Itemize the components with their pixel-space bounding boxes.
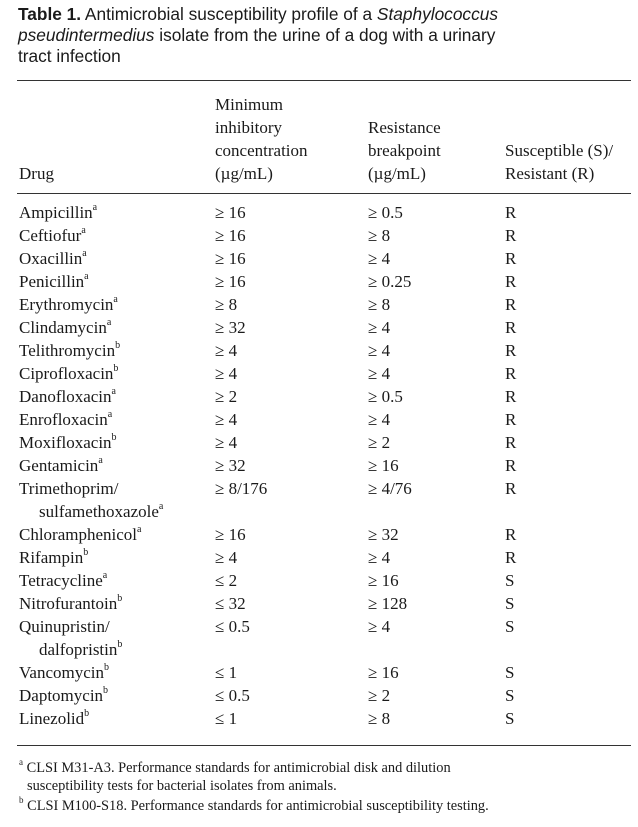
footnote-a-text: CLSI M31-A3. Performance standards for antimicrobial disk and dilution: [23, 760, 451, 776]
breakpoint-value: ≥ 128: [368, 594, 408, 613]
header-drug: Drug: [19, 164, 54, 183]
susceptibility-value: R: [505, 203, 517, 222]
header-rule: [17, 193, 631, 194]
drug-name-text: Ampicillin: [19, 203, 93, 222]
table-row: [0, 270, 638, 293]
susceptibility-value: R: [505, 295, 517, 314]
table-label: Table 1.: [18, 4, 82, 24]
susceptibility-value: S: [505, 709, 515, 728]
susceptibility-value: R: [505, 226, 517, 245]
footnote-marker: a: [113, 294, 118, 306]
drug-name-text: Penicillin: [19, 272, 85, 291]
susceptibility-value: R: [505, 456, 517, 475]
drug-name: [19, 546, 88, 569]
drug-name-text: Tetracycline: [19, 571, 103, 590]
table-row: [0, 707, 638, 730]
footnote-marker: a: [82, 248, 87, 260]
susceptibility-value: R: [505, 364, 517, 383]
drug-name: [19, 385, 116, 408]
footnote-a-mark: a: [19, 757, 23, 768]
footnote-marker: a: [137, 524, 142, 536]
susceptibility-value: R: [505, 341, 517, 360]
mic-value: ≥ 4: [215, 341, 238, 360]
header-mic: Minimum inhibitory concentration (µg/mL): [215, 95, 308, 183]
table-row: [0, 362, 638, 385]
caption-text-2: isolate from the urine of a dog with a urinary: [154, 24, 496, 45]
table-row: [0, 569, 638, 592]
drug-name: [19, 408, 112, 431]
breakpoint-value: ≥ 0.5: [368, 387, 403, 406]
top-rule: [17, 80, 631, 81]
table-row: [0, 523, 638, 546]
susceptibility-value: S: [505, 571, 515, 590]
table-row: [0, 615, 638, 659]
footnote-a-text-cont: susceptibility tests for bacterial isolates from animals.: [27, 778, 337, 794]
susceptibility-value: R: [505, 249, 517, 268]
footnote-marker: b: [113, 363, 119, 375]
footnote-marker: a: [81, 225, 86, 237]
mic-value: ≤ 1: [215, 709, 238, 728]
footnote-b-text: CLSI M100-S18. Performance standards for antimicrobial susceptibility testing.: [23, 798, 489, 814]
footnote-marker: b: [103, 662, 109, 674]
table-row: [0, 661, 638, 684]
footnote-marker: a: [106, 317, 112, 329]
table-caption: [18, 4, 628, 66]
mic-value: ≥ 16: [215, 203, 246, 222]
mic-value: ≥ 16: [215, 525, 246, 544]
drug-name-text: Oxacillin: [19, 249, 83, 268]
drug-name-text: Ciprofloxacin: [19, 364, 114, 383]
table-row: [0, 477, 638, 521]
drug-name-text: Quinupristin/: [19, 617, 110, 636]
mic-value: ≥ 4: [215, 433, 238, 452]
drug-name: [19, 316, 111, 339]
footnote-marker: a: [158, 501, 164, 513]
caption-organism-species: pseudintermedius: [18, 24, 155, 45]
drug-name-text: Nitrofurantoin: [19, 594, 118, 613]
footnote-marker: b: [83, 547, 89, 559]
table-row: [0, 385, 638, 408]
mic-value: ≥ 4: [215, 364, 238, 383]
footnote-marker: a: [102, 570, 108, 582]
caption-text-1: Antimicrobial susceptibility profile of a: [81, 4, 377, 24]
breakpoint-value: ≥ 4: [368, 548, 391, 567]
drug-name-text: Linezolid: [19, 709, 85, 728]
mic-value: ≥ 16: [215, 272, 246, 291]
footnote-marker: a: [84, 271, 89, 283]
susceptibility-value: R: [505, 410, 517, 429]
susceptibility-value: S: [505, 663, 515, 682]
table-row: [0, 431, 638, 454]
drug-name-text: Vancomycin: [19, 663, 104, 682]
drug-name: [19, 684, 108, 707]
mic-value: ≥ 8: [215, 295, 238, 314]
drug-name: [19, 270, 89, 293]
drug-name-text: Erythromycin: [19, 295, 114, 314]
table-row: [0, 293, 638, 316]
drug-name-text: Ceftiofur: [19, 226, 82, 245]
table-row: [0, 408, 638, 431]
drug-name: [19, 569, 107, 592]
susceptibility-value: R: [505, 479, 517, 498]
susceptibility-value: R: [505, 433, 517, 452]
header-susceptible: Susceptible (S)/ Resistant (R): [505, 141, 614, 183]
footnote-b: [19, 797, 489, 815]
table-row: [0, 247, 638, 270]
footnote-marker: a: [92, 202, 98, 214]
drug-name: [19, 477, 119, 500]
drug-name-continuation: [39, 500, 163, 523]
drug-name: [19, 454, 103, 477]
mic-value: ≥ 2: [215, 387, 238, 406]
caption-text-3: tract infection: [18, 45, 121, 66]
breakpoint-value: ≥ 2: [368, 686, 391, 705]
breakpoint-value: ≥ 4/76: [368, 479, 412, 498]
breakpoint-value: ≥ 4: [368, 318, 391, 337]
footnote-a: [19, 759, 451, 795]
table-row: [0, 546, 638, 569]
footnote-marker: a: [98, 455, 103, 467]
breakpoint-value: ≥ 2: [368, 433, 391, 452]
bottom-rule: [17, 745, 631, 746]
table-row: [0, 454, 638, 477]
caption-organism-genus: Staphylococcus: [376, 4, 498, 24]
drug-name: [19, 523, 141, 546]
table-row: [0, 316, 638, 339]
breakpoint-value: ≥ 4: [368, 364, 391, 383]
footnote-marker: b: [115, 340, 121, 352]
mic-value: ≤ 0.5: [215, 686, 250, 705]
breakpoint-value: ≥ 16: [368, 663, 399, 682]
drug-name: [19, 592, 122, 615]
drug-name: [19, 707, 89, 730]
drug-name: [19, 293, 118, 316]
breakpoint-value: ≥ 4: [368, 617, 391, 636]
drug-name-text: Gentamicin: [19, 456, 99, 475]
footnote-marker: b: [117, 639, 123, 651]
drug-name: [19, 661, 109, 684]
breakpoint-value: ≥ 4: [368, 249, 391, 268]
mic-value: ≥ 16: [215, 226, 246, 245]
susceptibility-value: S: [505, 617, 515, 636]
breakpoint-value: ≥ 0.5: [368, 203, 403, 222]
mic-value: ≥ 32: [215, 456, 246, 475]
drug-name: [19, 201, 97, 224]
susceptibility-value: R: [505, 318, 517, 337]
susceptibility-value: R: [505, 272, 517, 291]
table-row: [0, 684, 638, 707]
table-row: [0, 339, 638, 362]
breakpoint-value: ≥ 8: [368, 295, 391, 314]
drug-name-continuation-text: dalfopristin: [39, 640, 118, 659]
breakpoint-value: ≥ 32: [368, 525, 399, 544]
drug-name: [19, 362, 118, 385]
susceptibility-value: R: [505, 548, 517, 567]
drug-name-text: Moxifloxacin: [19, 433, 112, 452]
mic-value: ≥ 8/176: [215, 479, 268, 498]
breakpoint-value: ≥ 8: [368, 226, 391, 245]
mic-value: ≤ 1: [215, 663, 238, 682]
drug-name-text: Chloramphenicol: [19, 525, 138, 544]
drug-name-continuation-text: sulfamethoxazole: [39, 502, 159, 521]
footnote-marker: b: [111, 432, 117, 444]
table-row: [0, 201, 638, 224]
breakpoint-value: ≥ 16: [368, 571, 399, 590]
footnote-b-mark: b: [19, 795, 24, 806]
mic-value: ≤ 2: [215, 571, 238, 590]
drug-name: [19, 615, 110, 638]
mic-value: ≤ 32: [215, 594, 246, 613]
breakpoint-value: ≥ 4: [368, 341, 391, 360]
breakpoint-value: ≥ 0.25: [368, 272, 412, 291]
drug-name-text: Danofloxacin: [19, 387, 112, 406]
mic-value: ≥ 32: [215, 318, 246, 337]
drug-name: [19, 431, 117, 454]
footnote-marker: a: [107, 409, 113, 421]
drug-name-text: Trimethoprim/: [19, 479, 119, 498]
susceptibility-value: S: [505, 686, 515, 705]
mic-value: ≤ 0.5: [215, 617, 250, 636]
table-row: [0, 224, 638, 247]
drug-name: [19, 339, 120, 362]
drug-name-text: Enrofloxacin: [19, 410, 108, 429]
drug-name-text: Daptomycin: [19, 686, 104, 705]
mic-value: ≥ 4: [215, 410, 238, 429]
drug-name-text: Clindamycin: [19, 318, 107, 337]
susceptibility-value: S: [505, 594, 515, 613]
mic-value: ≥ 16: [215, 249, 246, 268]
breakpoint-value: ≥ 4: [368, 410, 391, 429]
table-row: [0, 592, 638, 615]
susceptibility-value: R: [505, 387, 517, 406]
breakpoint-value: ≥ 16: [368, 456, 399, 475]
breakpoint-value: ≥ 8: [368, 709, 391, 728]
header-breakpoint: Resistance breakpoint (µg/mL): [368, 118, 441, 183]
footnote-marker: b: [117, 593, 123, 605]
susceptibility-value: R: [505, 525, 517, 544]
footnote-marker: b: [103, 685, 109, 697]
drug-name-continuation: [39, 638, 122, 661]
drug-name: [19, 247, 87, 270]
mic-value: ≥ 4: [215, 548, 238, 567]
drug-name: [19, 224, 86, 247]
drug-name-text: Telithromycin: [19, 341, 116, 360]
drug-name-text: Rifampin: [19, 548, 84, 567]
footnote-marker: a: [111, 386, 116, 398]
footnote-marker: b: [84, 708, 90, 720]
